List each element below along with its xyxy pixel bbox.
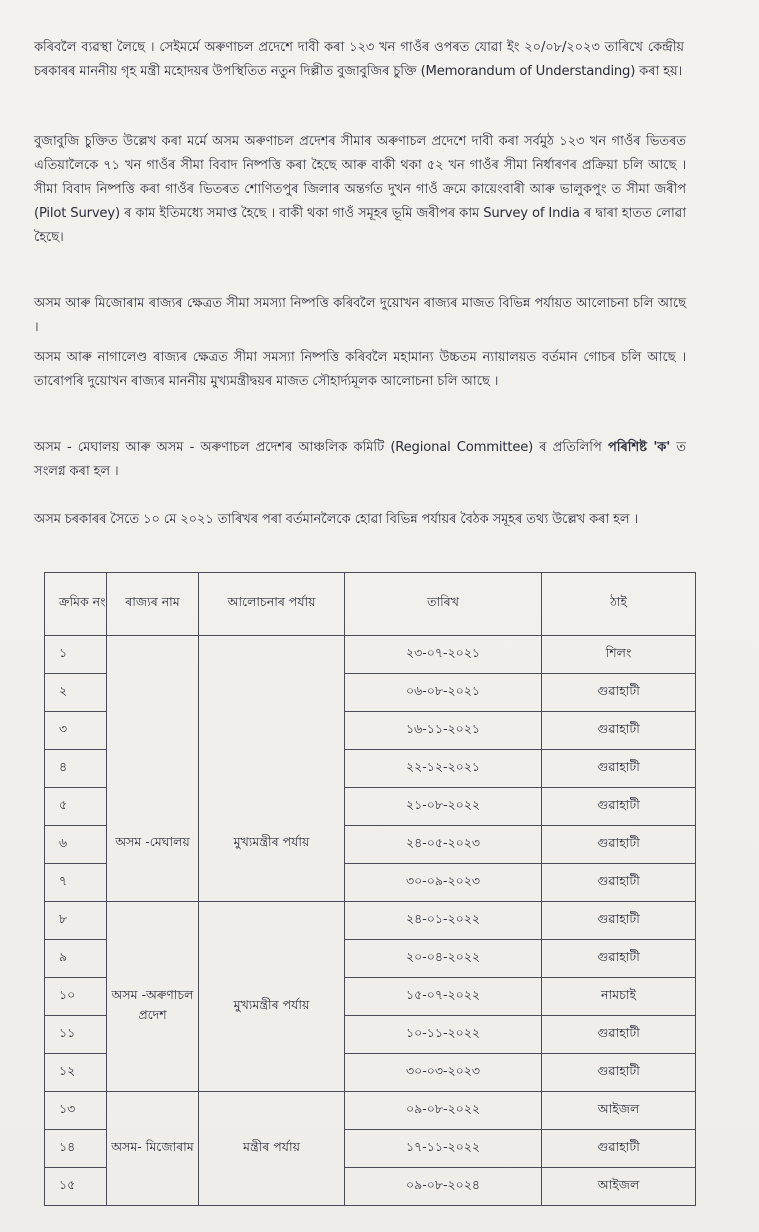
- date-cell: ২০-০৪-২০২২: [345, 940, 542, 978]
- header-level: আলোচনাৰ পৰ্যায়: [199, 573, 345, 636]
- place-cell: গুৱাহাটী: [542, 788, 696, 826]
- paragraph-village-settlement: বুজাবুজি চুক্তিত উল্লেখ কৰা মৰ্মে অসম অৰুণাচল প্ৰদেশৰ সীমাৰ অৰুণাচল প্ৰদেশে দাবী কৰা সৰ্বমুঠ ১২৩ খন গাওঁৰ ভিতৰত এতিয়ালৈকে ৭১ খন গাওঁৰ সীমা বিবাদ নিষ্পত্তি কৰা হৈছে আৰু বাকী থকা ৫২ খন গাওঁৰ সীমা নিৰ্ধাৰণৰ প্ৰক্ৰিয়া চলি আছে । সীমা বিবাদ নিষ্পত্তি কৰা গাওঁৰ ভিতৰত শোণিতপুৰ জিলাৰ অন্তৰ্গত দুখন গাওঁ ক্ৰমে কায়েংবাৰী আৰু ভালুকপুং ত সীমা জৰীপ (Pilot Survey) ৰ কাম ইতিমধ্যে সমাপ্ত হৈছে । বাকী থকা গাওঁ সমূহৰ ভূমি জৰীপৰ কাম Survey of India ৰ দ্বাৰা হাতত লোৱা হৈছে।: [34, 134, 686, 245]
- date-cell: ১০-১১-২০২২: [345, 1016, 542, 1054]
- place-cell: গুৱাহাটী: [542, 750, 696, 788]
- place-cell: গুৱাহাটী: [542, 1130, 696, 1168]
- serial-cell: ১২: [45, 1054, 107, 1092]
- serial-cell: ১৪: [45, 1130, 107, 1168]
- header-place: ঠাই: [542, 573, 696, 636]
- place-cell: গুৱাহাটী: [542, 674, 696, 712]
- serial-cell: ৯: [45, 940, 107, 978]
- serial-cell: ৬: [45, 826, 107, 864]
- level-cell: মুখ্যমন্ত্ৰীৰ পৰ্যায়: [199, 636, 345, 902]
- place-cell: গুৱাহাটী: [542, 712, 696, 750]
- date-cell: ১৬-১১-২০২১: [345, 712, 542, 750]
- table-row: [45, 902, 696, 940]
- paragraph-mizoram: অসম আৰু মিজোৰাম ৰাজ্যৰ ক্ষেত্ৰত সীমা সমস্যা নিষ্পত্তি কৰিবলৈ দুয়োখন ৰাজ্যৰ মাজত বিভিন্ন পৰ্যায়ত আলোচনা চলি আছে ।: [34, 296, 686, 335]
- level-cell: মুখ্যমন্ত্ৰীৰ পৰ্যায়: [199, 902, 345, 1092]
- serial-cell: ১৫: [45, 1168, 107, 1206]
- date-cell: ০৯-০৮-২০২৪: [345, 1168, 542, 1206]
- serial-cell: ৭: [45, 864, 107, 902]
- place-cell: গুৱাহাটী: [542, 940, 696, 978]
- date-cell: ০৯-০৮-২০২২: [345, 1092, 542, 1130]
- table-row: [45, 1092, 696, 1130]
- place-cell: আইজল: [542, 1092, 696, 1130]
- paragraph-nagaland: অসম আৰু নাগালেণ্ড ৰাজ্যৰ ক্ষেত্ৰত সীমা সমস্যা নিষ্পত্তি কৰিবলৈ মহামান্য উচ্চতম ন্যায়ালয়ত বৰ্তমান গোচৰ চলি আছে । তাৰোপৰি দুয়োখন ৰাজ্যৰ মাননীয় মুখ্যমন্ত্ৰীদ্বয়ৰ মাজত সৌহাৰ্দ্যমূলক আলোচনা চলি আছে ।: [34, 350, 686, 389]
- level-cell: মন্ত্ৰীৰ পৰ্যায়: [199, 1092, 345, 1206]
- header-date: তাৰিখ: [345, 573, 542, 636]
- state-cell: অসম -মেঘালয়: [107, 636, 199, 902]
- serial-cell: ১০: [45, 978, 107, 1016]
- table-header-row: [45, 573, 696, 636]
- paragraph-regional-committee: [34, 436, 686, 484]
- place-cell: শিলং: [542, 636, 696, 674]
- regional-committee-text: অসম - মেঘালয় আৰু অসম - অৰুণাচল প্ৰদেশৰ আঞ্চলিক কমিটি (Regional Committee) ৰ প্ৰতিলিপি: [34, 440, 602, 455]
- paragraph-meetings-intro: অসম চৰকাৰৰ সৈতে ১০ মে ২০২১ তাৰিখৰ পৰা বৰ্তমানলৈকে হোৱা বিভিন্ন পৰ্যায়ৰ বৈঠক সমূহৰ তথ্য উল্লেখ কৰা হল ।: [34, 512, 639, 527]
- table-row: [45, 636, 696, 674]
- place-cell: গুৱাহাটী: [542, 1016, 696, 1054]
- place-cell: গুৱাহাটী: [542, 1054, 696, 1092]
- date-cell: ২১-০৮-২০২২: [345, 788, 542, 826]
- annex-reference: পৰিশিষ্ট 'ক': [607, 440, 671, 455]
- date-cell: ৩০-০৯-২০২৩: [345, 864, 542, 902]
- serial-cell: ১১: [45, 1016, 107, 1054]
- place-cell: গুৱাহাটী: [542, 902, 696, 940]
- meetings-table: [44, 572, 696, 1206]
- place-cell: আইজল: [542, 1168, 696, 1206]
- serial-cell: ৩: [45, 712, 107, 750]
- serial-cell: ১: [45, 636, 107, 674]
- header-serial: ক্ৰমিক নং: [45, 573, 107, 636]
- place-cell: নামচাই: [542, 978, 696, 1016]
- annex-tail: ত সংলগ্ন কৰা হল ।: [34, 440, 686, 479]
- place-cell: গুৱাহাটী: [542, 826, 696, 864]
- serial-cell: ২: [45, 674, 107, 712]
- date-cell: ১৭-১১-২০২২: [345, 1130, 542, 1168]
- date-cell: ৩০-০৩-২০২৩: [345, 1054, 542, 1092]
- date-cell: ২৩-০৭-২০২১: [345, 636, 542, 674]
- state-cell: অসম- মিজোৰাম: [107, 1092, 199, 1206]
- serial-cell: ৮: [45, 902, 107, 940]
- date-cell: ১৫-০৭-২০২২: [345, 978, 542, 1016]
- place-cell: গুৱাহাটী: [542, 864, 696, 902]
- serial-cell: ৪: [45, 750, 107, 788]
- date-cell: ২৪-০৫-২০২৩: [345, 826, 542, 864]
- serial-cell: ৫: [45, 788, 107, 826]
- header-state: ৰাজ্যৰ নাম: [107, 573, 199, 636]
- date-cell: ০৬-০৮-২০২১: [345, 674, 542, 712]
- serial-cell: ১৩: [45, 1092, 107, 1130]
- paragraph-mou: কৰিবলৈ ব্যৱস্থা লৈছে । সেইমৰ্মে অৰুণাচল প্ৰদেশে দাবী কৰা ১২৩ খন গাওঁৰ ওপৰত যোৱা ইং ২০/০৮/২০২৩ তাৰিখে কেন্দ্ৰীয় চৰকাৰৰ মাননীয় গৃহ মন্ত্ৰী মহোদয়ৰ উপস্থিতিত নতুন দিল্লীত বুজাবুজিৰ চুক্তি (Memorandum of Understanding) কৰা হয়।: [34, 40, 684, 79]
- state-cell: অসম -অৰুণাচল প্ৰদেশ: [107, 902, 199, 1092]
- date-cell: ২২-১২-২০২১: [345, 750, 542, 788]
- date-cell: ২৪-০১-২০২২: [345, 902, 542, 940]
